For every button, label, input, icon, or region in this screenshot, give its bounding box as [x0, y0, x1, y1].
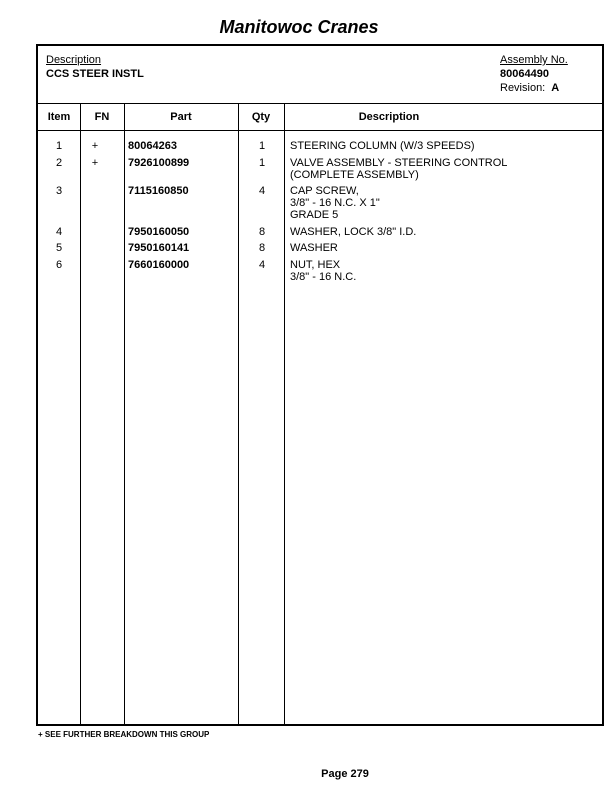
quantity: 8: [258, 242, 266, 254]
column-divider: [80, 103, 81, 724]
part-description: WASHER, LOCK 3/8" I.D.: [290, 226, 417, 238]
revision: [500, 82, 559, 94]
part-number: 7950160050: [128, 226, 190, 238]
assembly-number-value: 80064490: [500, 68, 549, 80]
quantity: 4: [258, 259, 266, 271]
part-number: 7950160141: [128, 242, 190, 254]
item-number: 3: [55, 185, 63, 197]
part-number: 7660160000: [128, 259, 190, 271]
description-value: CCS STEER INSTL: [46, 68, 144, 80]
part-description: WASHER: [290, 242, 338, 254]
part-description: CAP SCREW, 3/8" - 16 N.C. X 1" GRADE 5: [290, 185, 380, 221]
quantity: 4: [258, 185, 266, 197]
column-header-item: Item: [47, 111, 71, 123]
column-header-divider: [38, 130, 602, 131]
quantity: 1: [258, 140, 266, 152]
item-number: 2: [55, 157, 63, 169]
parts-list-frame: [36, 44, 604, 726]
item-number: 1: [55, 140, 63, 152]
part-number: 80064263: [128, 140, 177, 152]
column-header-part: Part: [170, 111, 192, 123]
page-number: Page 279: [321, 768, 369, 780]
description-label: Description: [46, 54, 102, 66]
quantity: 8: [258, 226, 266, 238]
part-description: NUT, HEX 3/8" - 16 N.C.: [290, 259, 357, 283]
assembly-number-label: Assembly No.: [500, 54, 568, 66]
item-number: 4: [55, 226, 63, 238]
item-number: 6: [55, 259, 63, 271]
part-description: STEERING COLUMN (W/3 SPEEDS): [290, 140, 475, 152]
column-divider: [124, 103, 125, 724]
column-header-description: Description: [358, 111, 420, 123]
revision-value: A: [551, 82, 560, 94]
part-description: VALVE ASSEMBLY - STEERING CONTROL (COMPLETE ASSEMBLY): [290, 157, 508, 181]
part-number: 7115160850: [128, 185, 189, 197]
item-number: 5: [55, 242, 63, 254]
column-header-qty: Qty: [251, 111, 271, 123]
quantity: 1: [258, 157, 266, 169]
revision-label: Revision:: [500, 82, 546, 94]
column-divider: [238, 103, 239, 724]
document-title: Manitowoc Cranes: [219, 17, 379, 37]
fn-marker: +: [91, 140, 99, 152]
part-number: 7926100899: [128, 157, 190, 169]
footnote: + SEE FURTHER BREAKDOWN THIS GROUP: [38, 730, 210, 739]
column-header-fn: FN: [94, 111, 110, 123]
fn-marker: +: [91, 157, 99, 169]
header-divider: [38, 103, 602, 104]
column-divider: [284, 103, 285, 724]
